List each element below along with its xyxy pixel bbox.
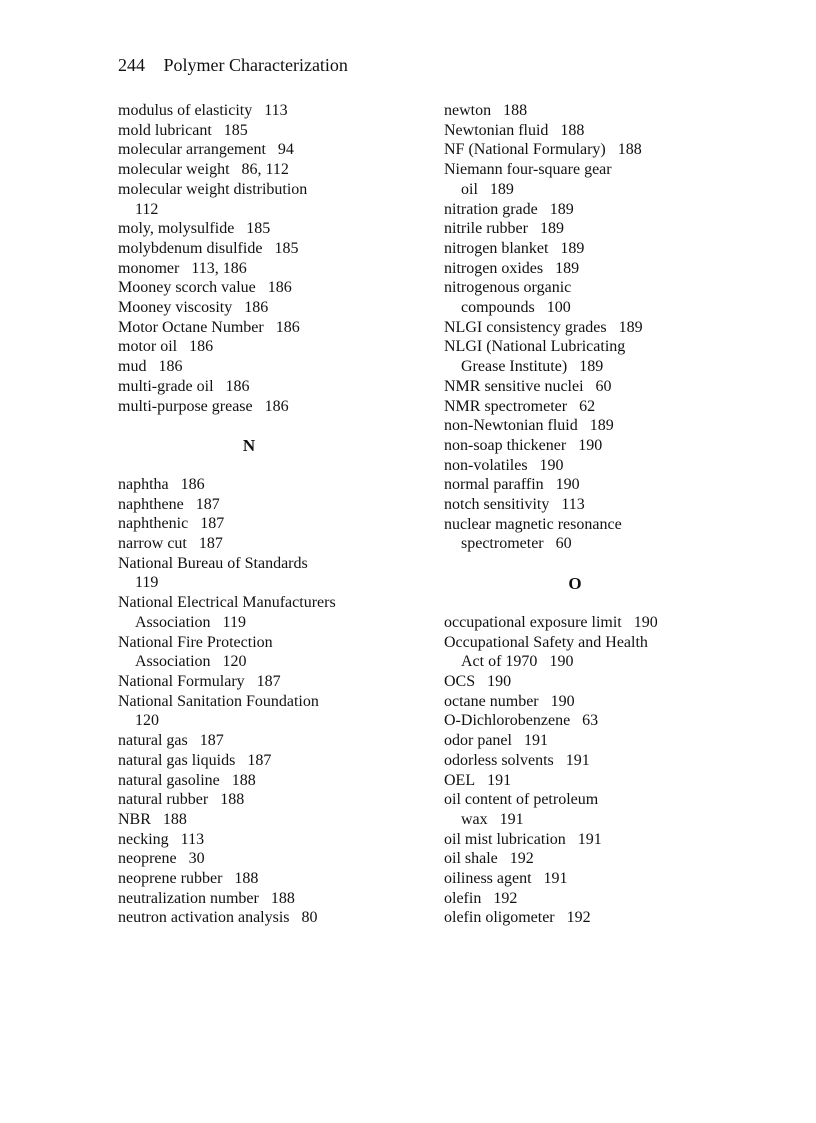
page-reference: 189 — [539, 220, 564, 238]
index-term: narrow cut — [118, 535, 187, 553]
index-entry — [118, 849, 418, 869]
page-reference: 63 — [582, 712, 599, 730]
index-term: oil shale — [444, 850, 498, 868]
page-reference: 186 — [267, 279, 292, 297]
index-term: naphthene — [118, 495, 184, 513]
index-entry — [444, 672, 784, 692]
page-reference: 189 — [560, 239, 585, 257]
index-term: NF (National Formulary) — [444, 141, 606, 159]
index-term: Motor Octane Number — [118, 318, 264, 336]
page-reference: 191 — [577, 830, 602, 848]
index-entry — [118, 259, 418, 279]
index-entry — [444, 200, 784, 220]
page-reference: 187 — [256, 672, 281, 690]
index-entry — [118, 810, 418, 830]
index-entry — [118, 908, 418, 928]
index-term: National Formulary — [118, 672, 245, 690]
index-entry — [444, 416, 784, 436]
page-reference: 190 — [550, 692, 575, 710]
index-entry-continuation — [444, 298, 784, 318]
index-entry — [118, 337, 418, 357]
page-reference: 189 — [579, 358, 604, 376]
page-reference: 188 — [231, 771, 256, 789]
index-entry-continuation — [118, 573, 418, 593]
index-entry — [444, 140, 784, 160]
index-entry — [118, 554, 418, 574]
page-reference: 113 — [180, 830, 205, 848]
index-entry-continuation — [444, 357, 784, 377]
page-reference: 100 — [546, 299, 571, 317]
page-reference: 190 — [555, 476, 580, 494]
index-entry — [118, 357, 418, 377]
index-term: naphthenic — [118, 515, 189, 533]
section-heading: O — [568, 574, 582, 594]
index-entry — [444, 318, 784, 338]
index-term: nitrogenous organic — [444, 279, 572, 297]
index-entry — [444, 397, 784, 417]
index-entry — [118, 830, 418, 850]
index-entry-continuation — [444, 810, 784, 830]
index-entry — [118, 101, 418, 121]
index-term: mud — [118, 358, 147, 376]
index-column-left — [118, 101, 418, 928]
page-reference: 186 — [275, 318, 300, 336]
index-term: OEL — [444, 771, 476, 789]
index-entry — [444, 613, 784, 633]
index-term: oil — [461, 180, 478, 198]
index-entry — [444, 337, 784, 357]
index-term: Act of 1970 — [461, 653, 538, 671]
index-entry — [444, 869, 784, 889]
page-reference: 192 — [566, 909, 591, 927]
page-reference: 190 — [633, 613, 658, 631]
page-reference: 188 — [234, 870, 259, 888]
index-term: oil mist lubrication — [444, 830, 566, 848]
index-entry — [118, 751, 418, 771]
index-term: neoprene rubber — [118, 870, 223, 888]
index-entry-continuation — [444, 652, 784, 672]
page-reference: 185 — [223, 121, 248, 139]
index-entry — [118, 298, 418, 318]
index-entry — [444, 219, 784, 239]
section-heading: N — [242, 436, 256, 456]
index-term: O-Dichlorobenzene — [444, 712, 571, 730]
index-term: Newtonian fluid — [444, 121, 549, 139]
book-title: Polymer Characterization — [163, 55, 348, 75]
index-term: modulus of elasticity — [118, 102, 253, 119]
index-term: 120 — [135, 712, 159, 730]
index-entry — [444, 849, 784, 869]
index-term: olefin oligometer — [444, 909, 555, 927]
running-header — [118, 55, 348, 76]
page-reference: 191 — [499, 810, 524, 828]
index-entry-continuation — [444, 534, 784, 554]
index-entry — [444, 731, 784, 751]
index-term: nitrogen blanket — [444, 239, 549, 257]
index-entry — [444, 121, 784, 141]
page-reference: 62 — [579, 397, 596, 415]
index-entry — [444, 160, 784, 180]
page-reference: 188 — [617, 141, 642, 159]
page-reference: 190 — [487, 672, 512, 690]
page-reference: 186 — [244, 299, 269, 317]
index-entry-continuation — [118, 711, 418, 731]
index-entry — [118, 534, 418, 554]
page-reference: 30 — [188, 850, 205, 868]
index-entry — [444, 771, 784, 791]
page-reference: 185 — [246, 220, 271, 238]
index-entry — [444, 711, 784, 731]
index-term: neoprene — [118, 850, 177, 868]
index-term: NLGI consistency grades — [444, 318, 607, 336]
page-reference: 187 — [200, 515, 225, 533]
index-term: octane number — [444, 692, 539, 710]
page-reference: 60 — [595, 377, 612, 395]
page-reference: 191 — [565, 751, 590, 769]
page-reference: 191 — [487, 771, 512, 789]
index-entry — [118, 318, 418, 338]
index-term: Association — [135, 653, 211, 671]
index-entry — [444, 495, 784, 515]
index-term: moly, molysulfide — [118, 220, 235, 238]
index-term: Association — [135, 613, 211, 631]
index-term: Occupational Safety and Health — [444, 633, 648, 651]
index-term: wax — [461, 810, 488, 828]
page-reference: 190 — [549, 653, 574, 671]
page-reference: 191 — [523, 732, 548, 750]
index-entry — [444, 436, 784, 456]
index-term: oiliness agent — [444, 870, 532, 888]
index-term: Niemann four-square gear — [444, 161, 612, 179]
index-entry — [444, 259, 784, 279]
index-entry — [118, 514, 418, 534]
index-entry — [118, 593, 418, 613]
page-reference: 189 — [549, 200, 574, 218]
page-reference: 192 — [509, 850, 534, 868]
index-term: olefin — [444, 889, 482, 907]
index-entry — [118, 219, 418, 239]
page-reference: 187 — [195, 495, 220, 513]
index-entry-continuation — [118, 652, 418, 672]
page-reference: 188 — [220, 791, 245, 809]
page-reference: 192 — [493, 889, 518, 907]
index-term: nitrogen oxides — [444, 259, 544, 277]
index-term: monomer — [118, 259, 180, 277]
index-term: odor panel — [444, 732, 512, 750]
page-reference: 188 — [162, 810, 187, 828]
page-reference: 187 — [198, 535, 223, 553]
index-entry — [118, 692, 418, 712]
page-reference: 186 — [180, 475, 205, 493]
index-term: NBR — [118, 810, 151, 828]
index-term: natural rubber — [118, 791, 209, 809]
index-entry — [118, 771, 418, 791]
page-reference: 60 — [555, 535, 572, 553]
page-reference: 119 — [222, 613, 246, 631]
index-term: mold lubricant — [118, 121, 212, 139]
index-term: NMR spectrometer — [444, 397, 568, 415]
index-entry — [444, 751, 784, 771]
index-term: nuclear magnetic resonance — [444, 515, 622, 533]
index-entry — [444, 278, 784, 298]
index-term: oil content of petroleum — [444, 791, 599, 809]
index-entry — [444, 515, 784, 535]
index-entry-continuation — [444, 180, 784, 200]
index-term: molecular weight — [118, 161, 230, 179]
page-reference: 113 — [561, 496, 585, 514]
page-reference: 189 — [555, 259, 580, 277]
index-term: compounds — [461, 299, 535, 317]
page-reference: 186 — [189, 338, 214, 356]
index-entry — [118, 397, 418, 417]
index-entry — [118, 377, 418, 397]
index-term: Mooney viscosity — [118, 299, 233, 317]
index-term: NMR sensitive nuclei — [444, 377, 584, 395]
page-reference: 188 — [560, 121, 585, 139]
page-reference: 188 — [270, 889, 295, 907]
index-term: non-soap thickener — [444, 436, 567, 454]
page-reference: 113, 186 — [191, 259, 247, 277]
page-reference: 188 — [503, 102, 528, 119]
page-reference: 94 — [277, 141, 294, 159]
index-entry — [444, 456, 784, 476]
index-entry — [118, 180, 418, 200]
index-entry — [118, 239, 418, 259]
index-term: natural gas liquids — [118, 751, 236, 769]
index-term: spectrometer — [461, 535, 544, 553]
page-reference: 120 — [222, 653, 247, 671]
index-term: National Sanitation Foundation — [118, 692, 319, 710]
index-entry — [118, 889, 418, 909]
index-term: 119 — [135, 574, 159, 592]
index-entry — [118, 731, 418, 751]
index-entry — [118, 121, 418, 141]
index-term: National Electrical Manufacturers — [118, 594, 336, 612]
page-reference: 189 — [489, 180, 514, 198]
index-term: nitrile rubber — [444, 220, 528, 238]
index-entry — [118, 672, 418, 692]
page-reference: 191 — [543, 870, 568, 888]
index-term: neutralization number — [118, 889, 259, 907]
page-reference: 186 — [225, 377, 250, 395]
index-term: normal paraffin — [444, 476, 544, 494]
index-term: natural gasoline — [118, 771, 220, 789]
index-term: non-volatiles — [444, 456, 528, 474]
page-reference: 190 — [578, 436, 603, 454]
index-entry — [444, 790, 784, 810]
index-entry — [444, 633, 784, 653]
index-term: newton — [444, 102, 492, 119]
page-reference: 187 — [247, 751, 272, 769]
index-entry — [118, 278, 418, 298]
page-reference: 113 — [264, 102, 288, 119]
index-term: occupational exposure limit — [444, 613, 622, 631]
index-term: odorless solvents — [444, 751, 554, 769]
index-term: molecular arrangement — [118, 141, 266, 159]
index-term: molybdenum disulfide — [118, 239, 263, 257]
index-entry-continuation — [118, 613, 418, 633]
index-term: Grease Institute) — [461, 358, 568, 376]
index-entry — [444, 377, 784, 397]
page-reference: 80 — [301, 909, 318, 927]
page-reference: 86, 112 — [241, 161, 289, 179]
index-term: necking — [118, 830, 169, 848]
index-entry — [118, 790, 418, 810]
index-entry — [444, 889, 784, 909]
index-term: National Fire Protection — [118, 633, 273, 651]
page-reference: 189 — [589, 417, 614, 435]
index-column-right — [444, 101, 784, 928]
page-reference: 185 — [274, 239, 299, 257]
page-reference: 187 — [199, 732, 224, 750]
index-term: OCS — [444, 672, 476, 690]
index-term: naphtha — [118, 475, 169, 493]
index-term: natural gas — [118, 732, 188, 750]
page-number: 244 — [118, 55, 145, 75]
page-reference: 190 — [539, 456, 564, 474]
index-term: non-Newtonian fluid — [444, 417, 578, 435]
index-term: Mooney scorch value — [118, 279, 256, 297]
index-term: multi-purpose grease — [118, 397, 253, 415]
index-entry — [118, 633, 418, 653]
index-term: motor oil — [118, 338, 178, 356]
index-entry — [118, 495, 418, 515]
index-entry — [444, 239, 784, 259]
index-entry — [118, 869, 418, 889]
index-entry — [118, 160, 418, 180]
index-entry — [444, 101, 784, 121]
index-term: NLGI (National Lubricating — [444, 338, 626, 356]
index-term: neutron activation analysis — [118, 909, 290, 927]
index-term: multi-grade oil — [118, 377, 214, 395]
index-entry — [118, 475, 418, 495]
index-term: nitration grade — [444, 200, 538, 218]
index-entry — [444, 475, 784, 495]
index-entry — [118, 140, 418, 160]
index-entry — [444, 908, 784, 928]
index-entry-continuation — [118, 200, 418, 220]
index-term: 112 — [135, 200, 159, 218]
index-term: molecular weight distribution — [118, 180, 308, 198]
page-reference: 186 — [264, 397, 289, 415]
index-term: notch sensitivity — [444, 496, 550, 514]
page-reference: 189 — [618, 318, 643, 336]
index-entry — [444, 692, 784, 712]
index-term: National Bureau of Standards — [118, 554, 308, 572]
index-entry — [444, 830, 784, 850]
page-reference: 186 — [158, 358, 183, 376]
